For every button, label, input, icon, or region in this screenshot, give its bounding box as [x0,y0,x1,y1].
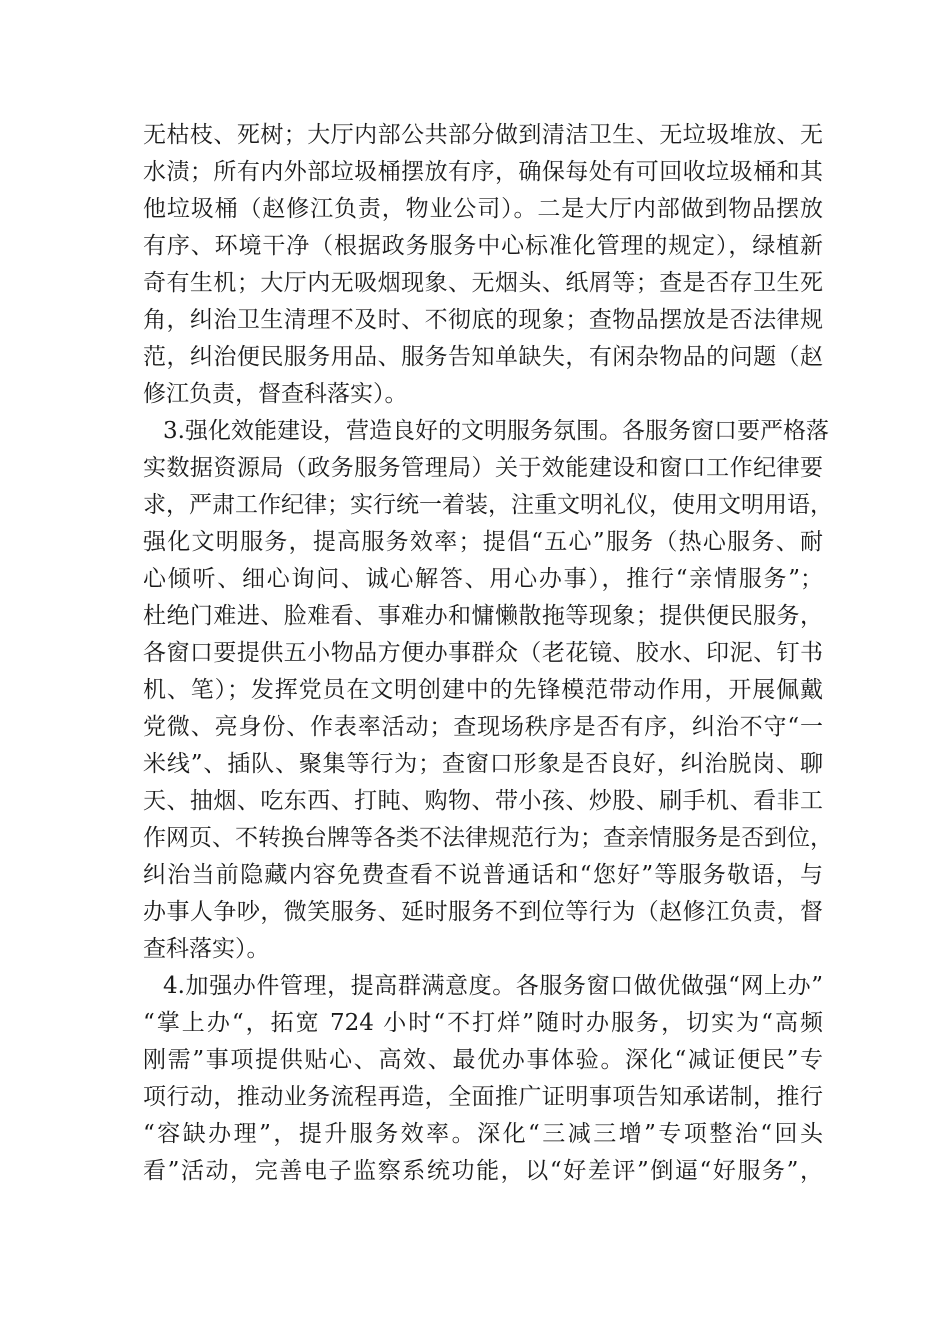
text-line: “掌上办“，拓宽 724 小时“不打烊”随时办服务，切实为“高频 [143,1010,823,1036]
text-line: 机、笔）；发挥党员在文明创建中的先锋模范带动作用，开展佩戴 [143,677,823,703]
text-line: 他垃圾桶（赵修江负责，物业公司）。二是大厅内部做到物品摆放 [143,196,823,222]
text-line: 党微、亮身份、作表率活动；查现场秩序是否有序，纠治不守“一 [143,714,823,740]
paragraph-heading-line: 3.强化效能建设，营造良好的文明服务氛围。各服务窗口要严格落 [163,418,829,444]
text-line: 查科落实）。 [143,936,270,962]
text-line: 范，纠治便民服务用品、服务告知单缺失，有闲杂物品的问题（赵 [143,344,823,370]
text-line: 水渍；所有内外部垃圾桶摆放有序，确保每处有可回收垃圾桶和其 [143,159,823,185]
text-line: 强化文明服务，提高服务效率；提倡“五心”服务（热心服务、耐 [143,529,823,555]
text-line: 求，严肃工作纪律；实行统一着装，注重文明礼仪，使用文明用语， [143,492,833,518]
text-line: 纠治当前隐藏内容免费查看不说普通话和“您好”等服务敬语，与 [143,862,823,888]
text-line: 修江负责，督查科落实）。 [143,381,408,407]
text-line: 杜绝门难进、脸难看、事难办和慵懒散拖等现象；提供便民服务， [143,603,823,629]
text-line: 刚需”事项提供贴心、高效、最优办事体验。深化“减证便民”专 [143,1047,823,1073]
paragraph-heading-line: 4.加强办件管理，提高群满意度。各服务窗口做优做强“网上办” [163,973,823,999]
text-line: 角，纠治卫生清理不及时、不彻底的现象；查物品摆放是否法律规 [143,307,823,333]
text-line: 心倾听、细心询问、诚心解答、用心办事），推行“亲情服务”； [143,566,823,592]
text-line: 米线”、插队、聚集等行为；查窗口形象是否良好，纠治脱岗、聊 [143,751,823,777]
text-line: 天、抽烟、吃东西、打盹、购物、带小孩、炒股、刷手机、看非工 [143,788,823,814]
text-line: 作网页、不转换台牌等各类不法律规范行为；查亲情服务是否到位， [143,825,833,851]
text-line: 无枯枝、死树；大厅内部公共部分做到清洁卫生、无垃圾堆放、无 [143,122,823,148]
text-line: 看”活动，完善电子监察系统功能，以“好差评”倒逼“好服务”， [143,1158,823,1184]
text-line: 奇有生机；大厅内无吸烟现象、无烟头、纸屑等；查是否存卫生死 [143,270,823,296]
text-line: 各窗口要提供五小物品方便办事群众（老花镜、胶水、印泥、钉书 [143,640,823,666]
text-line: 实数据资源局（政务服务管理局）关于效能建设和窗口工作纪律要 [143,455,823,481]
text-line: 项行动，推动业务流程再造，全面推广证明事项告知承诺制，推行 [143,1084,823,1110]
document-body [143,117,833,1190]
text-line: “容缺办理”，提升服务效率。深化“三减三增”专项整治“回头 [143,1121,823,1147]
text-line: 办事人争吵，微笑服务、延时服务不到位等行为（赵修江负责，督 [143,899,823,925]
text-line: 有序、环境干净（根据政务服务中心标准化管理的规定），绿植新 [143,233,823,259]
